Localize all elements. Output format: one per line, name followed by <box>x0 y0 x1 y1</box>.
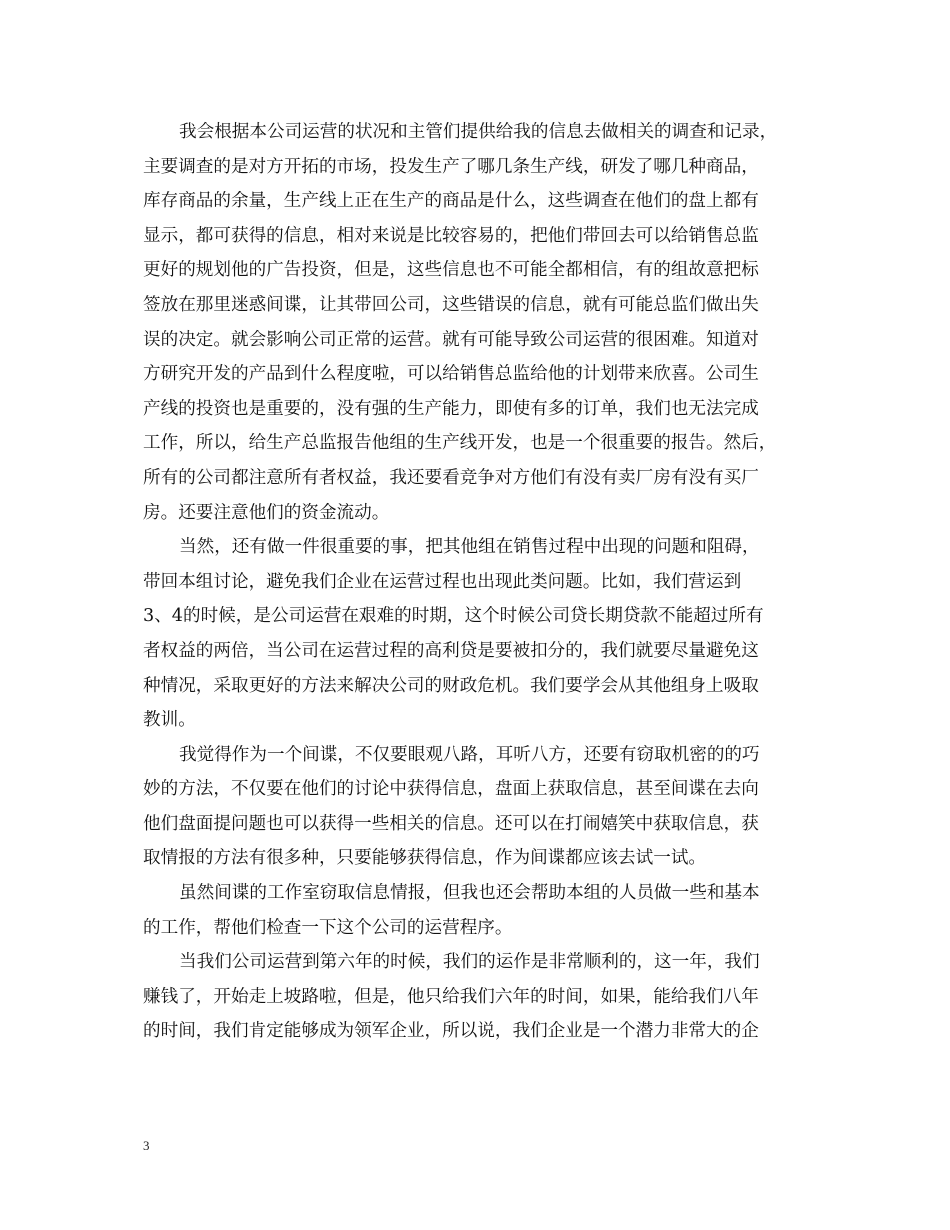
text-line: 房。还要注意他们的资金流动。 <box>143 502 390 523</box>
text-line: 带回本组讨论，避免我们企业在运营过程也出现此类问题。比如，我们营运到 <box>143 571 742 592</box>
text-line: 种情况，采取更好的方法来解决公司的财政危机。我们要学会从其他组身上吸取 <box>143 675 759 696</box>
text-line: 更好的规划他的广告投资，但是，这些信息也不可能全都相信，有的组故意把标 <box>143 260 759 281</box>
paragraph-4 <box>143 876 813 945</box>
text-line: 误的决定。就会影响公司正常的运营。就有可能导致公司运营的很困难。知道对 <box>143 329 759 350</box>
text-line: 的工作，帮他们检查一下这个公司的运营程序。 <box>143 917 513 938</box>
text-line: 虽然间谍的工作室窃取信息情报，但我也还会帮助本组的人员做一些和基本 <box>179 883 760 904</box>
text-line: 教训。 <box>143 710 196 731</box>
text-line: 产线的投资也是重要的，没有强的生产能力，即使有多的订单，我们也无法完成 <box>143 398 759 419</box>
text-line: 赚钱了，开始走上坡路啦，但是，他只给我们六年的时间，如果，能给我们八年 <box>143 986 759 1007</box>
text-line: 显示，都可获得的信息，相对来说是比较容易的，把他们带回去可以给销售总监 <box>143 225 759 246</box>
page-number: 3 <box>143 1138 150 1153</box>
text-line: 签放在那里迷惑间谍，让其带回公司，这些错误的信息，就有可能总监们做出失 <box>143 294 759 315</box>
text-line: 者权益的两倍，当公司在运营过程的高利贷是要被扣分的，我们就要尽量避免这 <box>143 640 759 661</box>
text-line: 的时间，我们肯定能够成为领军企业，所以说，我们企业是一个潜力非常大的企 <box>143 1021 759 1042</box>
paragraph-2 <box>143 530 813 738</box>
text-line: 我会根据本公司运营的状况和主管们提供给我的信息去做相关的调查和记录， <box>179 122 778 142</box>
text-line: 当然，还有做一件很重要的事，把其他组在销售过程中出现的问题和阻碍， <box>179 537 760 558</box>
paragraph-5 <box>143 945 813 1049</box>
document-body <box>143 115 813 1049</box>
text-line: 所有的公司都注意所有者权益，我还要看竞争对方他们有没有卖厂房有没有买厂 <box>143 467 759 488</box>
paragraph-1 <box>143 115 813 530</box>
text-line: 方研究开发的产品到什么程度啦，可以给销售总监给他的计划带来欣喜。公司生 <box>143 364 759 385</box>
text-line: 他们盘面提问题也可以获得一些相关的信息。还可以在打闹嬉笑中获取信息，获 <box>143 813 759 834</box>
text-line: 主要调查的是对方开拓的市场，投发生产了哪几条生产线，研发了哪几种商品， <box>143 156 759 177</box>
paragraph-3 <box>143 738 813 876</box>
text-line: 工作，所以，给生产总监报告他组的生产线开发，也是一个很重要的报告。然后， <box>143 433 777 454</box>
text-line: 我觉得作为一个间谍，不仅要眼观八路，耳听八方，还要有窃取机密的的巧 <box>179 744 760 765</box>
text-line: 库存商品的余量，生产线上正在生产的商品是什么，这些调查在他们的盘上都有 <box>143 191 759 212</box>
text-line: 妙的方法，不仅要在他们的讨论中获得信息，盘面上获取信息，甚至间谍在去向 <box>143 779 759 800</box>
text-line: 3、4的时候，是公司运营在艰难的时期，这个时候公司贷长期贷款不能超过所有 <box>143 606 764 627</box>
text-line: 取情报的方法有很多种，只要能够获得信息，作为间谍都应该去试一试。 <box>143 848 707 869</box>
text-line: 当我们公司运营到第六年的时候，我们的运作是非常顺利的，这一年，我们 <box>179 952 760 973</box>
